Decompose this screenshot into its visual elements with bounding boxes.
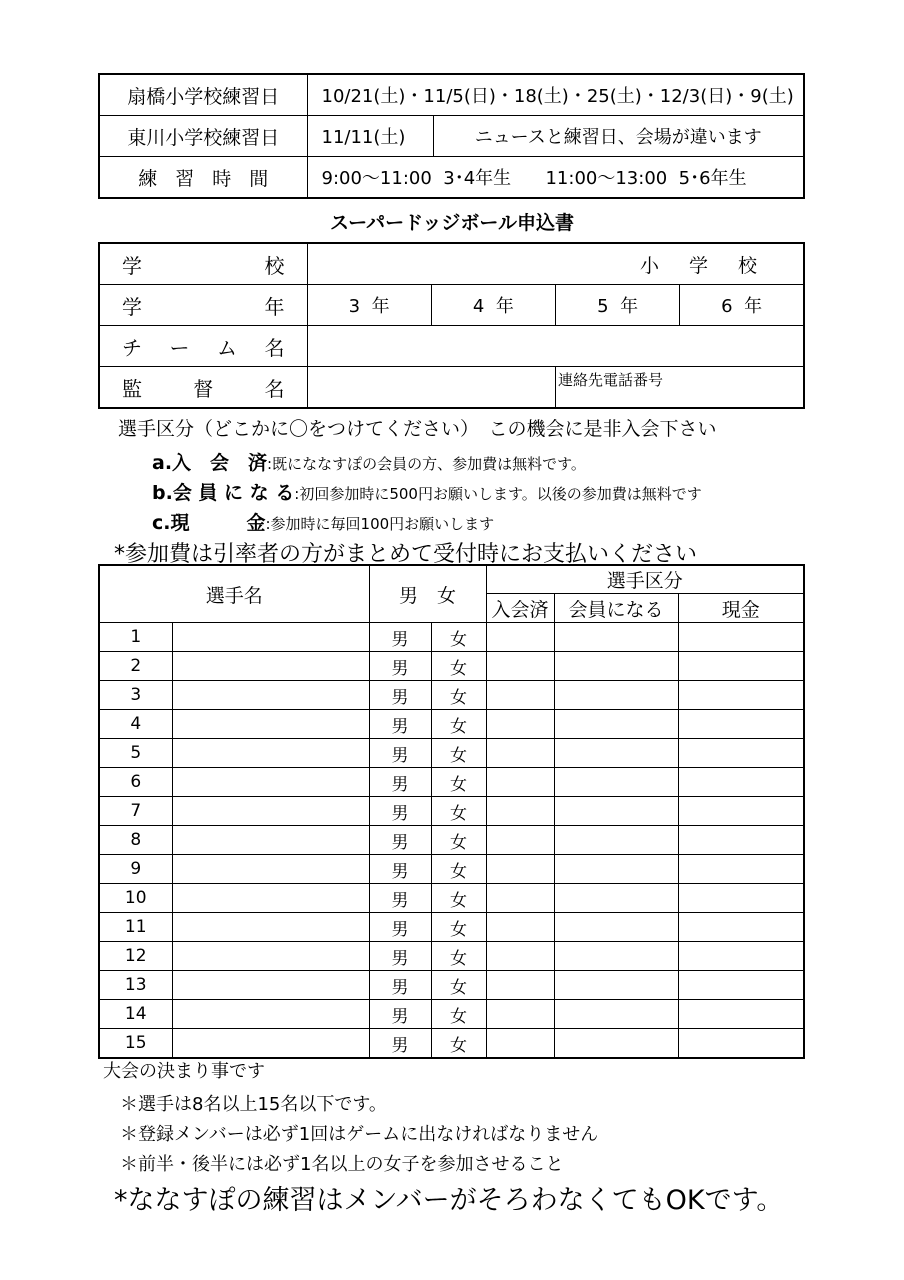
- schedule-table: [98, 73, 805, 199]
- player-number: 3: [99, 681, 172, 710]
- female-option[interactable]: 女: [431, 884, 486, 913]
- cat-cash-cell[interactable]: [678, 768, 804, 797]
- male-option[interactable]: 男: [369, 768, 431, 797]
- cat-join-cell[interactable]: [554, 652, 678, 681]
- male-option[interactable]: 男: [369, 710, 431, 739]
- male-option[interactable]: 男: [369, 913, 431, 942]
- label-char: 校: [264, 253, 285, 278]
- gender-header: 男 女: [369, 565, 486, 623]
- player-name-header: 選手名: [99, 565, 369, 623]
- contact-field[interactable]: [556, 367, 805, 409]
- player-number: 4: [99, 710, 172, 739]
- label-char: 監: [122, 376, 142, 401]
- player-name-field[interactable]: [172, 681, 369, 710]
- cat-join-cell[interactable]: [554, 739, 678, 768]
- male-option[interactable]: 男: [369, 1000, 431, 1029]
- player-number: 6: [99, 768, 172, 797]
- schedule-row: [99, 116, 804, 157]
- cat-cash-cell[interactable]: [678, 826, 804, 855]
- cat-cash-cell[interactable]: [678, 884, 804, 913]
- player-name-field[interactable]: [172, 739, 369, 768]
- schedule-value: 11/11(土): [307, 116, 433, 157]
- male-option[interactable]: 男: [369, 623, 431, 652]
- cat-member-cell[interactable]: [486, 1029, 554, 1059]
- rule-item: ＊前半・後半には必ず1名以上の女子を参加させること: [120, 1154, 564, 1175]
- label-char: ー: [169, 335, 190, 360]
- female-option[interactable]: 女: [431, 797, 486, 826]
- female-option[interactable]: 女: [431, 710, 486, 739]
- cat-member-cell[interactable]: [486, 913, 554, 942]
- female-option[interactable]: 女: [431, 913, 486, 942]
- grade-row: [99, 285, 804, 326]
- player-number: 1: [99, 623, 172, 652]
- schedule-label: 東川小学校練習日: [99, 116, 307, 157]
- table-row: [99, 971, 804, 1000]
- cat-cash-cell[interactable]: [678, 855, 804, 884]
- cat-join-cell[interactable]: [554, 855, 678, 884]
- cat-join-cell[interactable]: [554, 768, 678, 797]
- rules-heading: 大会の決まり事です: [103, 1061, 265, 1082]
- coach-row: [99, 367, 804, 409]
- cat-member-cell[interactable]: [486, 1000, 554, 1029]
- schedule-note: ニュースと練習日、会場が違います: [433, 116, 804, 157]
- player-number: 7: [99, 797, 172, 826]
- player-name-field[interactable]: [172, 884, 369, 913]
- cat-member-cell[interactable]: [486, 971, 554, 1000]
- school-row: [99, 243, 804, 285]
- cat-join-cell[interactable]: [554, 913, 678, 942]
- grade-label: [99, 285, 307, 326]
- male-option[interactable]: 男: [369, 855, 431, 884]
- label-char: 名: [264, 335, 285, 360]
- team-row: [99, 326, 804, 367]
- female-option[interactable]: 女: [431, 1029, 486, 1059]
- cat-cash-cell[interactable]: [678, 1000, 804, 1029]
- cat-join-cell[interactable]: [554, 797, 678, 826]
- player-name-field[interactable]: [172, 942, 369, 971]
- category-desc: :初回参加時に500円お願いします。以後の参加費は無料です: [294, 485, 702, 503]
- schedule-row: [99, 74, 804, 116]
- cat-cash-cell[interactable]: [678, 942, 804, 971]
- cat-join-cell[interactable]: [554, 826, 678, 855]
- category-item: [152, 508, 494, 535]
- contact-label: 連絡先電話番号: [558, 371, 664, 389]
- category-desc: :既にななすぽの会員の方、参加費は無料です。: [267, 455, 586, 473]
- player-number: 8: [99, 826, 172, 855]
- cat-join-cell[interactable]: [554, 942, 678, 971]
- label-char: ム: [217, 335, 237, 360]
- table-row: [99, 681, 804, 710]
- player-number: 9: [99, 855, 172, 884]
- cat-member-cell[interactable]: [486, 768, 554, 797]
- male-option[interactable]: 男: [369, 971, 431, 1000]
- player-number: 5: [99, 739, 172, 768]
- category-key: b.会 員 に な る: [152, 482, 295, 504]
- cat-col-header: 現金: [678, 594, 804, 623]
- player-name-field[interactable]: [172, 1000, 369, 1029]
- player-name-field[interactable]: [172, 623, 369, 652]
- label-char: チ: [122, 335, 142, 360]
- grade-option[interactable]: 3 年: [307, 285, 431, 326]
- closing-note: *ななすぽの練習はメンバーがそろわなくてもOKです。: [114, 1185, 784, 1216]
- female-option[interactable]: 女: [431, 652, 486, 681]
- cat-member-cell[interactable]: [486, 797, 554, 826]
- cat-cash-cell[interactable]: [678, 652, 804, 681]
- female-option[interactable]: 女: [431, 971, 486, 1000]
- team-name-field[interactable]: [307, 326, 804, 367]
- male-option[interactable]: 男: [369, 681, 431, 710]
- cat-cash-cell[interactable]: [678, 1029, 804, 1059]
- player-number: 10: [99, 884, 172, 913]
- schedule-label: 練習時間: [99, 157, 307, 199]
- cat-cash-cell[interactable]: [678, 739, 804, 768]
- cat-cash-cell[interactable]: [678, 710, 804, 739]
- cat-join-cell[interactable]: [554, 1000, 678, 1029]
- label-char: 名: [264, 376, 285, 401]
- cat-member-cell[interactable]: [486, 942, 554, 971]
- category-desc: :参加時に毎回100円お願いします: [265, 515, 495, 533]
- table-row: [99, 710, 804, 739]
- table-row: [99, 652, 804, 681]
- female-option[interactable]: 女: [431, 942, 486, 971]
- table-row: [99, 942, 804, 971]
- category-key: c.現 金: [152, 512, 266, 534]
- form-title: スーパードッジボール申込書: [330, 212, 574, 234]
- grade-option[interactable]: 5 年: [556, 285, 680, 326]
- grade-option[interactable]: 6 年: [680, 285, 804, 326]
- player-name-field[interactable]: [172, 913, 369, 942]
- school-field[interactable]: [307, 243, 804, 285]
- player-number: 11: [99, 913, 172, 942]
- female-option[interactable]: 女: [431, 681, 486, 710]
- schedule-value: 9:00〜11:00 3･4年生 11:00〜13:00 5･6年生: [307, 157, 804, 199]
- cat-member-cell[interactable]: [486, 710, 554, 739]
- female-option[interactable]: 女: [431, 739, 486, 768]
- cat-cash-cell[interactable]: [678, 971, 804, 1000]
- cat-member-cell[interactable]: [486, 855, 554, 884]
- category-key: a.入 会 済: [152, 452, 268, 474]
- label-char: 学: [122, 253, 142, 278]
- fee-note: *参加費は引率者の方がまとめて受付時にお支払いください: [114, 542, 698, 567]
- coach-name-field[interactable]: [307, 367, 556, 409]
- table-row: [99, 623, 804, 652]
- coach-label: [99, 367, 307, 409]
- table-row: [99, 1029, 804, 1059]
- rule-item: ＊選手は8名以上15名以下です。: [120, 1094, 387, 1115]
- male-option[interactable]: 男: [369, 797, 431, 826]
- cat-cash-cell[interactable]: [678, 797, 804, 826]
- cat-join-cell[interactable]: [554, 623, 678, 652]
- cat-cash-cell[interactable]: [678, 681, 804, 710]
- table-row: [99, 855, 804, 884]
- label-char: 年: [264, 294, 285, 319]
- cat-member-cell[interactable]: [486, 652, 554, 681]
- female-option[interactable]: 女: [431, 768, 486, 797]
- male-option[interactable]: 男: [369, 942, 431, 971]
- cat-join-cell[interactable]: [554, 971, 678, 1000]
- female-option[interactable]: 女: [431, 855, 486, 884]
- cat-join-cell[interactable]: [554, 1029, 678, 1059]
- cat-member-cell[interactable]: [486, 739, 554, 768]
- cat-col-header: 会員になる: [554, 594, 678, 623]
- cat-member-cell[interactable]: [486, 826, 554, 855]
- table-row: [99, 884, 804, 913]
- player-name-field[interactable]: [172, 797, 369, 826]
- table-row: [99, 1000, 804, 1029]
- table-row: [99, 826, 804, 855]
- female-option[interactable]: 女: [431, 826, 486, 855]
- category-item: [152, 448, 586, 475]
- male-option[interactable]: 男: [369, 739, 431, 768]
- cat-join-cell[interactable]: [554, 710, 678, 739]
- player-name-field[interactable]: [172, 1029, 369, 1059]
- player-name-field[interactable]: [172, 768, 369, 797]
- category-header: 選手区分: [486, 565, 804, 594]
- table-row: [99, 739, 804, 768]
- table-row: [99, 913, 804, 942]
- player-name-field[interactable]: [172, 826, 369, 855]
- players-header-row: [99, 565, 804, 594]
- player-number: 14: [99, 1000, 172, 1029]
- schedule-label: 扇橋小学校練習日: [99, 74, 307, 116]
- table-row: [99, 768, 804, 797]
- cat-join-cell[interactable]: [554, 681, 678, 710]
- female-option[interactable]: 女: [431, 1000, 486, 1029]
- schedule-value: 10/21(土)・11/5(日)・18(土)・25(土)・12/3(日)・9(土): [307, 74, 804, 116]
- school-suffix: 小学校: [639, 254, 787, 277]
- cat-cash-cell[interactable]: [678, 913, 804, 942]
- cat-member-cell[interactable]: [486, 681, 554, 710]
- male-option[interactable]: 男: [369, 652, 431, 681]
- team-label: [99, 326, 307, 367]
- player-number: 15: [99, 1029, 172, 1059]
- player-number: 2: [99, 652, 172, 681]
- category-heading: 選手区分（どこかに〇をつけてください） この機会に是非入会下さい: [118, 418, 717, 440]
- player-name-field[interactable]: [172, 652, 369, 681]
- cat-join-cell[interactable]: [554, 884, 678, 913]
- cat-col-header: 入会済: [486, 594, 554, 623]
- male-option[interactable]: 男: [369, 1029, 431, 1059]
- player-name-field[interactable]: [172, 971, 369, 1000]
- male-option[interactable]: 男: [369, 826, 431, 855]
- player-name-field[interactable]: [172, 855, 369, 884]
- players-table: [98, 564, 805, 1059]
- cat-cash-cell[interactable]: [678, 623, 804, 652]
- category-item: [152, 478, 702, 505]
- rule-item: ＊登録メンバーは必ず1回はゲームに出なければなりません: [120, 1124, 599, 1145]
- cat-member-cell[interactable]: [486, 623, 554, 652]
- label-char: 督: [193, 376, 214, 401]
- grade-option[interactable]: 4 年: [431, 285, 555, 326]
- label-char: 学: [122, 294, 142, 319]
- player-number: 13: [99, 971, 172, 1000]
- schedule-row: [99, 157, 804, 199]
- table-row: [99, 797, 804, 826]
- school-label: [99, 243, 307, 285]
- entry-table: [98, 242, 805, 409]
- male-option[interactable]: 男: [369, 884, 431, 913]
- female-option[interactable]: 女: [431, 623, 486, 652]
- player-number: 12: [99, 942, 172, 971]
- player-name-field[interactable]: [172, 710, 369, 739]
- cat-member-cell[interactable]: [486, 884, 554, 913]
